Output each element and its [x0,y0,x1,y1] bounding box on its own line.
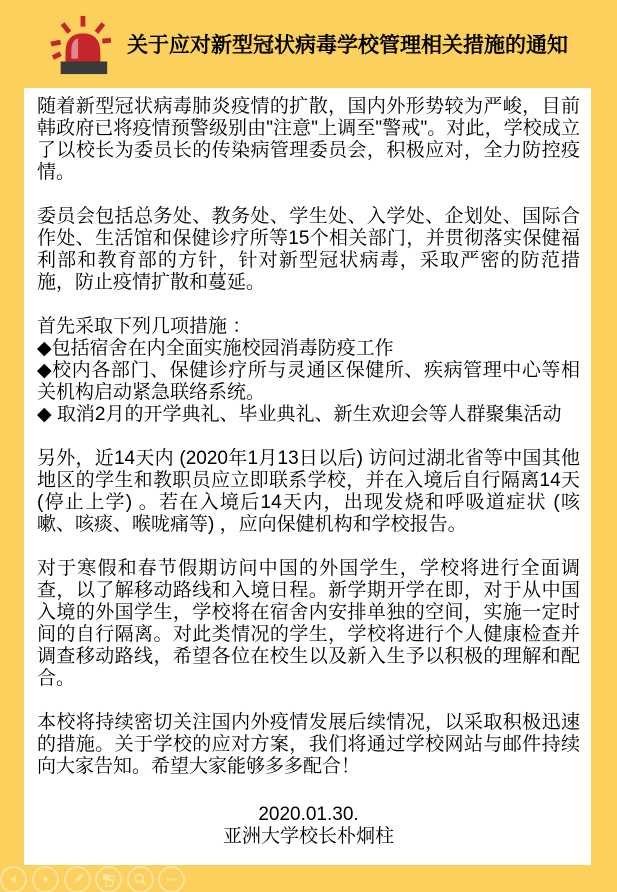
viewer-toolbar [0,865,617,892]
measure-item: ◆校内各部门、保健诊疗所与灵通区保健所、疾病管理中心等相关机构启动紧急联络系统。 [37,360,580,403]
edit-button[interactable] [64,866,91,892]
signature-block [37,804,580,848]
more-button[interactable] [158,866,185,892]
collage-button[interactable] [95,866,122,892]
notice-paragraph: 另外，近14天内 (2020年1月13日以后) 访问过湖北省等中国其他地区的学生和教职员应立即联系学校，并在入境后自行隔离14天 (停止上学) 。若在入境后14天内，出现发烧和呼吸道症状 (咳嗽、咳痰、喉咙痛等) ，应向保健机构和学校报告。 [37,448,580,535]
notice-header [0,0,617,88]
measure-item: ◆ 取消2月的开学典礼、毕业典礼、新生欢迎会等人群聚集活动 [37,404,562,425]
notice-date: 2020.01.30. [258,804,359,825]
previous-button[interactable] [0,866,27,892]
ellipsis-icon [164,872,179,887]
measures-list [37,316,580,426]
measure-item: ◆包括宿舍在内全面实施校园消毒防疫工作 [37,338,394,359]
magnifier-icon [133,872,148,887]
page-title: 关于应对新型冠状病毒学校管理相关措施的通知 [127,34,568,57]
search-button[interactable] [127,866,154,892]
notice-paragraph: 本校将持续密切关注国内外疫情发展后续情况，以采取积极迅速的措施。关于学校的应对方案，我们将通过学校网站与邮件持续向大家告知。希望大家能够多多配合！ [37,712,580,777]
next-button[interactable] [32,866,59,892]
notice-paragraph: 对于寒假和春节假期访问中国的外国学生，学校将进行全面调查，以了解移动路线和入境日程。新学期开学在即，对于从中国入境的外国学生，学校将在宿舍内安排单独的空间，实施一定时间的自行隔离。对此类情况的学生，学校将进行个人健康检查并调查移动路线，希望各位在校生以及新入生予以积极的理解和配合。 [37,558,580,689]
measures-intro: 首先采取下列几项措施 ： [37,316,252,337]
right-triangle-icon [39,873,52,886]
notice-paragraph: 委员会包括总务处、教务处、学生处、入学处、企划处、国际合作处、生活馆和保健诊疗所等15个相关部门，并贯彻落实保健福利部和教育部的方针，针对新型冠状病毒，采取严密的防范措施，防止疫情扩散和蔓延。 [37,206,580,293]
pencil-icon [71,872,85,886]
notice-paragraph: 随着新型冠状病毒肺炎疫情的扩散，国内外形势较为严峻，目前韩政府已将疫情预警级别由"注意"上调至"警戒"。对此，学校成立了以校长为委员长的传染病管理委员会，积极应对，全力防控疫情。 [37,96,580,183]
left-triangle-icon [7,873,20,886]
siren-icon [49,14,113,76]
notice-signature: 亚洲大学校长朴炯柱 [222,826,394,847]
overlapping-squares-icon [101,872,116,887]
notice-card [24,88,591,865]
